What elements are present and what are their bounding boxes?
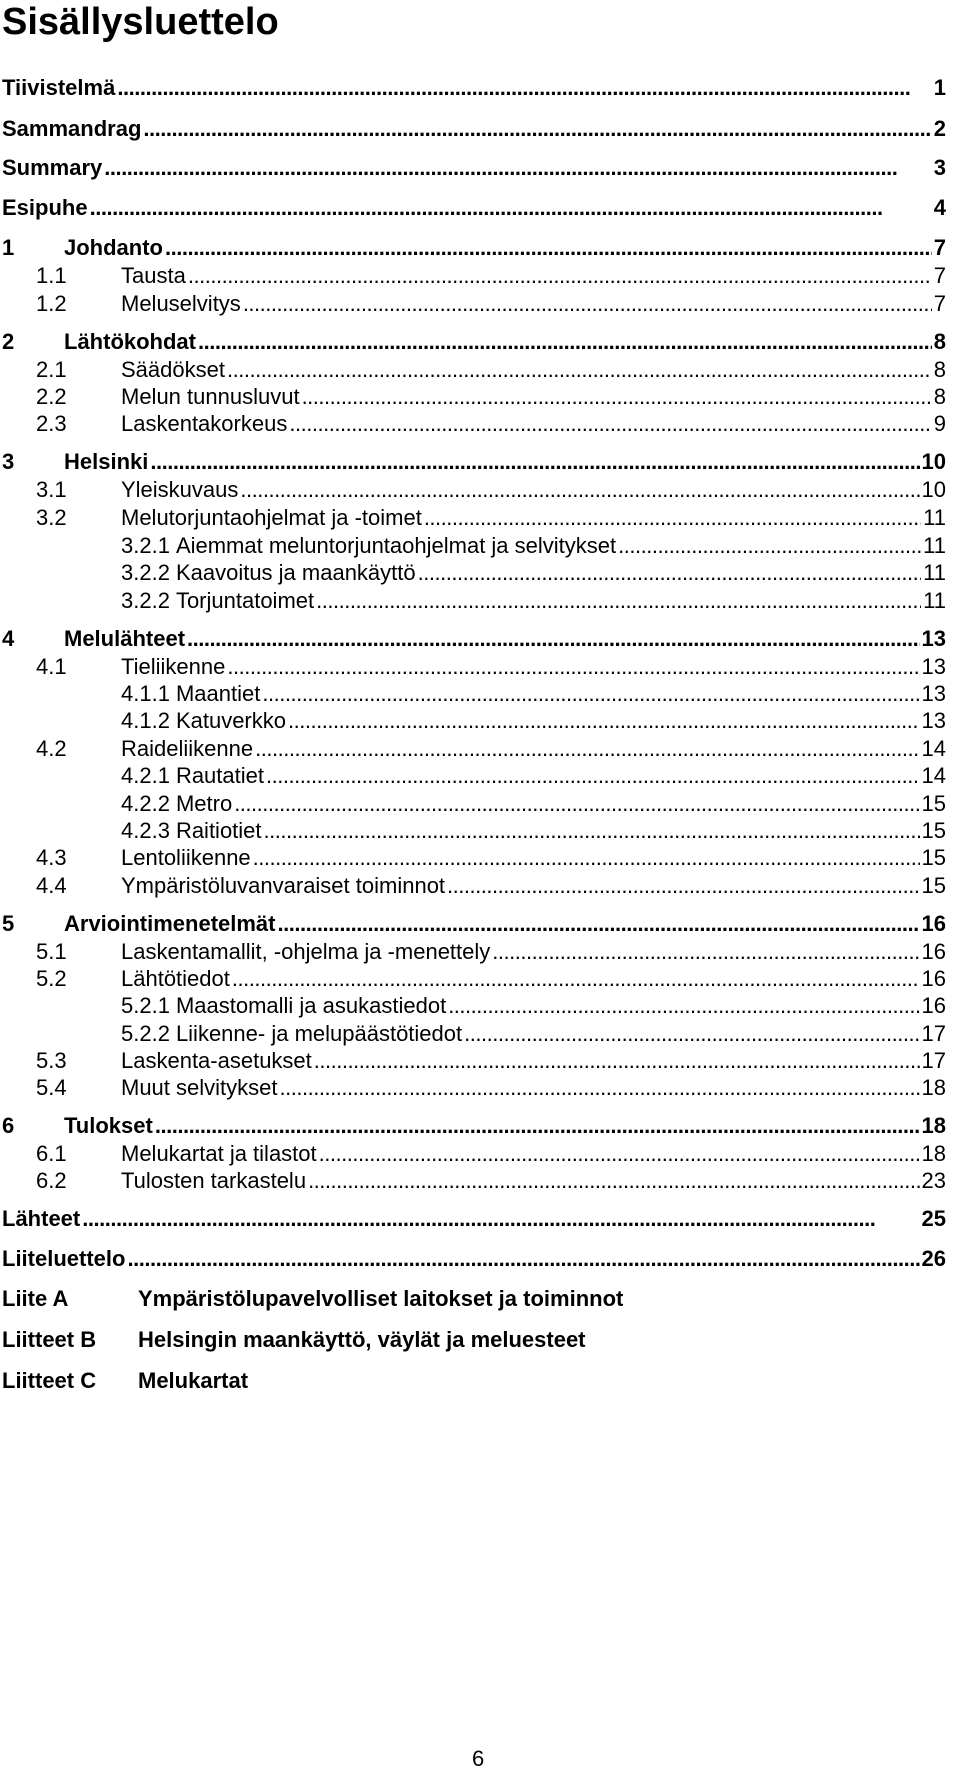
toc-entry-page: 11 xyxy=(923,533,946,558)
toc-entry-label: Säädökset xyxy=(121,357,225,382)
dot-leader xyxy=(117,73,931,103)
toc-entry-number: 6.1 xyxy=(36,1141,67,1166)
toc-entry-page: 8 xyxy=(933,357,946,382)
dot-leader xyxy=(418,558,922,588)
appendix-id: Liitteet C xyxy=(2,1368,97,1393)
toc-entry-number: 4.2.3 xyxy=(121,818,170,843)
toc-entry-page: 11 xyxy=(923,560,946,585)
toc-entry-label: Melutorjuntaohjelmat ja -toimet xyxy=(121,505,422,530)
toc-entry-number: 6.2 xyxy=(36,1168,67,1193)
toc-entry-number: 4.2.1 xyxy=(121,763,170,788)
toc-entry-page: 16 xyxy=(921,939,946,964)
toc-entry-label: Arviointimenetelmät xyxy=(64,911,276,936)
toc-entry[interactable] xyxy=(0,909,960,939)
toc-entry-label: Maastomalli ja asukastiedot xyxy=(175,993,447,1018)
toc-entry-page: 13 xyxy=(921,708,946,733)
toc-entry-number: 3.2 xyxy=(36,505,67,530)
toc-entry-number: 4.2.2 xyxy=(121,791,170,816)
toc-entry[interactable] xyxy=(0,1166,960,1196)
dot-leader xyxy=(165,233,932,263)
dot-leader xyxy=(155,1111,920,1141)
toc-entry-page: 16 xyxy=(921,993,946,1018)
toc-entry-label: Laskentakorkeus xyxy=(121,411,288,436)
toc-entry-label: Aiemmat meluntorjuntaohjelmat ja selvitykset xyxy=(175,533,617,558)
dot-leader xyxy=(104,153,931,183)
dot-leader xyxy=(90,193,932,223)
toc-entry[interactable] xyxy=(0,531,960,561)
toc-entry-number: 4.1.1 xyxy=(121,681,170,706)
toc-entry-label: Ympäristöluvanvaraiset toiminnot xyxy=(121,873,446,898)
toc-entry-label: Tulosten tarkastelu xyxy=(121,1168,307,1193)
toc-entry-page: 10 xyxy=(921,449,946,474)
toc-entry[interactable] xyxy=(0,816,960,846)
toc-entry[interactable] xyxy=(0,153,960,183)
toc-entry-page: 8 xyxy=(933,329,946,354)
toc-entry-page: 7 xyxy=(933,263,946,288)
toc-entry[interactable] xyxy=(0,503,960,533)
dot-leader xyxy=(288,706,920,736)
toc-entry-label: Helsinki xyxy=(64,449,149,474)
toc-entry-label: Tieliikenne xyxy=(121,654,226,679)
toc-entry-page: 7 xyxy=(933,291,946,316)
toc-entry-label: Melukartat ja tilastot xyxy=(121,1141,317,1166)
dot-leader xyxy=(150,447,919,477)
toc-entry-page: 11 xyxy=(923,588,946,613)
toc-entry-label: Melun tunnusluvut xyxy=(121,384,300,409)
dot-leader xyxy=(618,531,921,561)
dot-leader xyxy=(319,1139,920,1169)
toc-entry-label: Torjuntatoimet xyxy=(175,588,315,613)
toc-entry-label: Tausta xyxy=(121,263,186,288)
appendix-entry[interactable] xyxy=(2,1366,248,1396)
toc-entry-page: 13 xyxy=(921,681,946,706)
toc-entry[interactable] xyxy=(0,586,960,616)
toc-entry-number: 6 xyxy=(2,1113,15,1138)
toc-entry[interactable] xyxy=(0,355,960,385)
toc-entry-label: Meluselvitys xyxy=(121,291,241,316)
dot-leader xyxy=(302,382,932,412)
dot-leader xyxy=(243,289,932,319)
toc-entry-label: Lähtökohdat xyxy=(64,329,196,354)
dot-leader xyxy=(289,409,931,439)
toc-entry-number: 5.2.1 xyxy=(121,993,170,1018)
dot-leader xyxy=(278,909,920,939)
toc-entry-page: 2 xyxy=(933,116,946,141)
dot-leader xyxy=(448,991,919,1021)
toc-entry-number: 3.2.2 xyxy=(121,560,170,585)
toc-entry-label: Raideliikenne xyxy=(121,736,254,761)
appendix-id: Liite A xyxy=(2,1286,69,1311)
toc-entry-page: 26 xyxy=(921,1246,946,1271)
toc-entry-page: 11 xyxy=(923,505,946,530)
dot-leader xyxy=(308,1166,919,1196)
dot-leader xyxy=(464,1019,919,1049)
toc-entry[interactable] xyxy=(0,761,960,791)
dot-leader xyxy=(314,1046,920,1076)
toc-entry-number: 5 xyxy=(2,911,15,936)
toc-entry-number: 3 xyxy=(2,449,15,474)
toc-entry-label: Metro xyxy=(175,791,233,816)
appendix-title: Melukartat xyxy=(138,1368,249,1393)
toc-entry[interactable] xyxy=(0,233,960,263)
dot-leader xyxy=(227,652,919,682)
dot-leader xyxy=(227,355,932,385)
toc-entry-label: Tulokset xyxy=(64,1113,153,1138)
dot-leader xyxy=(82,1204,919,1234)
toc-entry-number: 4.2 xyxy=(36,736,67,761)
toc-entry-label: Muut selvitykset xyxy=(121,1075,278,1100)
toc-entry-number: 5.1 xyxy=(36,939,67,964)
appendix-entry[interactable] xyxy=(2,1325,586,1355)
toc-entry-page: 3 xyxy=(933,155,946,180)
toc-entry[interactable] xyxy=(0,1204,960,1234)
toc-entry[interactable] xyxy=(0,1139,960,1169)
toc-entry-label: Liiteluettelo xyxy=(2,1246,126,1271)
toc-entry-page: 1 xyxy=(933,75,946,100)
toc-entry[interactable] xyxy=(0,652,960,682)
toc-entry-label: Kaavoitus ja maankäyttö xyxy=(175,560,416,585)
dot-leader xyxy=(253,843,920,873)
toc-entry[interactable] xyxy=(0,1073,960,1103)
page-number: 6 xyxy=(472,1746,485,1771)
toc-entry[interactable] xyxy=(0,1019,960,1049)
dot-leader xyxy=(232,964,920,994)
toc-entry[interactable] xyxy=(0,475,960,505)
toc-entry-page: 18 xyxy=(921,1141,946,1166)
toc-entry-page: 4 xyxy=(933,195,946,220)
toc-entry-label: Tiivistelmä xyxy=(2,75,116,100)
toc-entry-page: 13 xyxy=(921,654,946,679)
toc-entry-label: Summary xyxy=(2,155,103,180)
toc-entry[interactable] xyxy=(0,114,960,144)
toc-entry-label: Raitiotiet xyxy=(175,818,262,843)
toc-entry-page: 7 xyxy=(933,235,946,260)
toc-entry[interactable] xyxy=(0,964,960,994)
toc-entry-number: 4.3 xyxy=(36,845,67,870)
toc-entry-page: 16 xyxy=(921,911,946,936)
toc-entry[interactable] xyxy=(0,193,960,223)
toc-entry-label: Melulähteet xyxy=(64,626,186,651)
toc-entry-label: Lentoliikenne xyxy=(121,845,251,870)
toc-entry-number: 3.2.1 xyxy=(121,533,170,558)
toc-entry-label: Esipuhe xyxy=(2,195,88,220)
toc-entry-number: 2.3 xyxy=(36,411,67,436)
toc-entry-page: 18 xyxy=(921,1075,946,1100)
toc-entry-label: Rautatiet xyxy=(175,763,264,788)
toc-entry[interactable] xyxy=(0,937,960,967)
toc-entry-label: Laskentamallit, -ohjelma ja -menettely xyxy=(121,939,491,964)
appendix-title: Helsingin maankäyttö, väylät ja meluesteet xyxy=(138,1327,586,1352)
toc-entry[interactable] xyxy=(0,871,960,901)
toc-entry-page: 8 xyxy=(933,384,946,409)
toc-entry[interactable] xyxy=(0,1244,960,1274)
toc-entry-page: 25 xyxy=(921,1206,946,1231)
toc-entry-number: 5.4 xyxy=(36,1075,67,1100)
dot-leader xyxy=(264,816,920,846)
toc-entry-label: Laskenta-asetukset xyxy=(121,1048,312,1073)
dot-leader xyxy=(447,871,919,901)
toc-entry-label: Sammandrag xyxy=(2,116,142,141)
toc-entry[interactable] xyxy=(0,991,960,1021)
dot-leader xyxy=(187,624,919,654)
toc-entry-number: 1 xyxy=(2,235,15,260)
toc-entry[interactable] xyxy=(0,289,960,319)
dot-leader xyxy=(127,1244,919,1274)
dot-leader xyxy=(188,261,932,291)
toc-entry-number: 4 xyxy=(2,626,15,651)
dot-leader xyxy=(234,789,919,819)
dot-leader xyxy=(143,114,931,144)
toc-entry[interactable] xyxy=(0,789,960,819)
appendix-title: Ympäristölupavelvolliset laitokset ja toiminnot xyxy=(138,1286,624,1311)
dot-leader xyxy=(280,1073,920,1103)
toc-entry-page: 15 xyxy=(921,873,946,898)
toc-entry-number: 3.2.2 xyxy=(121,588,170,613)
dot-leader xyxy=(198,327,932,357)
toc-entry-number: 1.2 xyxy=(36,291,67,316)
toc-entry-number: 2.2 xyxy=(36,384,67,409)
dot-leader xyxy=(316,586,921,616)
toc-entry[interactable] xyxy=(0,73,960,103)
toc-entry[interactable] xyxy=(0,1111,960,1141)
toc-entry-page: 9 xyxy=(933,411,946,436)
toc-entry-number: 3.1 xyxy=(36,477,67,502)
toc-entry[interactable] xyxy=(0,447,960,477)
toc-entry-number: 2.1 xyxy=(36,357,67,382)
toc-entry[interactable] xyxy=(0,843,960,873)
toc-entry[interactable] xyxy=(0,734,960,764)
dot-leader xyxy=(262,679,919,709)
toc-entry-page: 14 xyxy=(921,763,946,788)
toc-entry-label: Lähtötiedot xyxy=(121,966,230,991)
toc-entry-number: 4.1 xyxy=(36,654,67,679)
toc-entry-number: 4.1.2 xyxy=(121,708,170,733)
toc-entry-number: 5.3 xyxy=(36,1048,67,1073)
toc-entry[interactable] xyxy=(0,706,960,736)
toc-entry-page: 10 xyxy=(921,477,946,502)
toc-entry-label: Katuverkko xyxy=(175,708,286,733)
toc-entry-label: Lähteet xyxy=(2,1206,81,1231)
toc-entry[interactable] xyxy=(0,261,960,291)
toc-entry-number: 2 xyxy=(2,329,15,354)
toc-entry-page: 14 xyxy=(921,736,946,761)
toc-entry[interactable] xyxy=(0,382,960,412)
toc-entry[interactable] xyxy=(0,327,960,357)
appendix-entry[interactable] xyxy=(2,1284,623,1314)
dot-leader xyxy=(255,734,919,764)
page-title: Sisällysluettelo xyxy=(2,1,279,43)
toc-entry[interactable] xyxy=(0,409,960,439)
toc-entry[interactable] xyxy=(0,558,960,588)
dot-leader xyxy=(266,761,920,791)
toc-entry-label: Maantiet xyxy=(175,681,261,706)
toc-entry-number: 4.4 xyxy=(36,873,67,898)
toc-entry-page: 17 xyxy=(921,1048,946,1073)
dot-leader xyxy=(424,503,921,533)
toc-entry[interactable] xyxy=(0,679,960,709)
dot-leader xyxy=(240,475,919,505)
toc-entry-page: 15 xyxy=(921,791,946,816)
toc-entry-label: Yleiskuvaus xyxy=(121,477,239,502)
toc-entry[interactable] xyxy=(0,624,960,654)
toc-entry-page: 23 xyxy=(921,1168,946,1193)
toc-entry-number: 1.1 xyxy=(36,263,67,288)
toc-entry-page: 15 xyxy=(921,818,946,843)
appendix-id: Liitteet B xyxy=(2,1327,97,1352)
toc-entry-label: Johdanto xyxy=(64,235,163,260)
toc-entry-number: 5.2 xyxy=(36,966,67,991)
toc-entry-number: 5.2.2 xyxy=(121,1021,170,1046)
toc-entry-page: 17 xyxy=(921,1021,946,1046)
toc-entry[interactable] xyxy=(0,1046,960,1076)
dot-leader xyxy=(492,937,919,967)
toc-entry-page: 16 xyxy=(921,966,946,991)
toc-entry-page: 15 xyxy=(921,845,946,870)
toc-entry-label: Liikenne- ja melupäästötiedot xyxy=(175,1021,463,1046)
toc-entry-page: 18 xyxy=(921,1113,946,1138)
toc-entry-page: 13 xyxy=(921,626,946,651)
